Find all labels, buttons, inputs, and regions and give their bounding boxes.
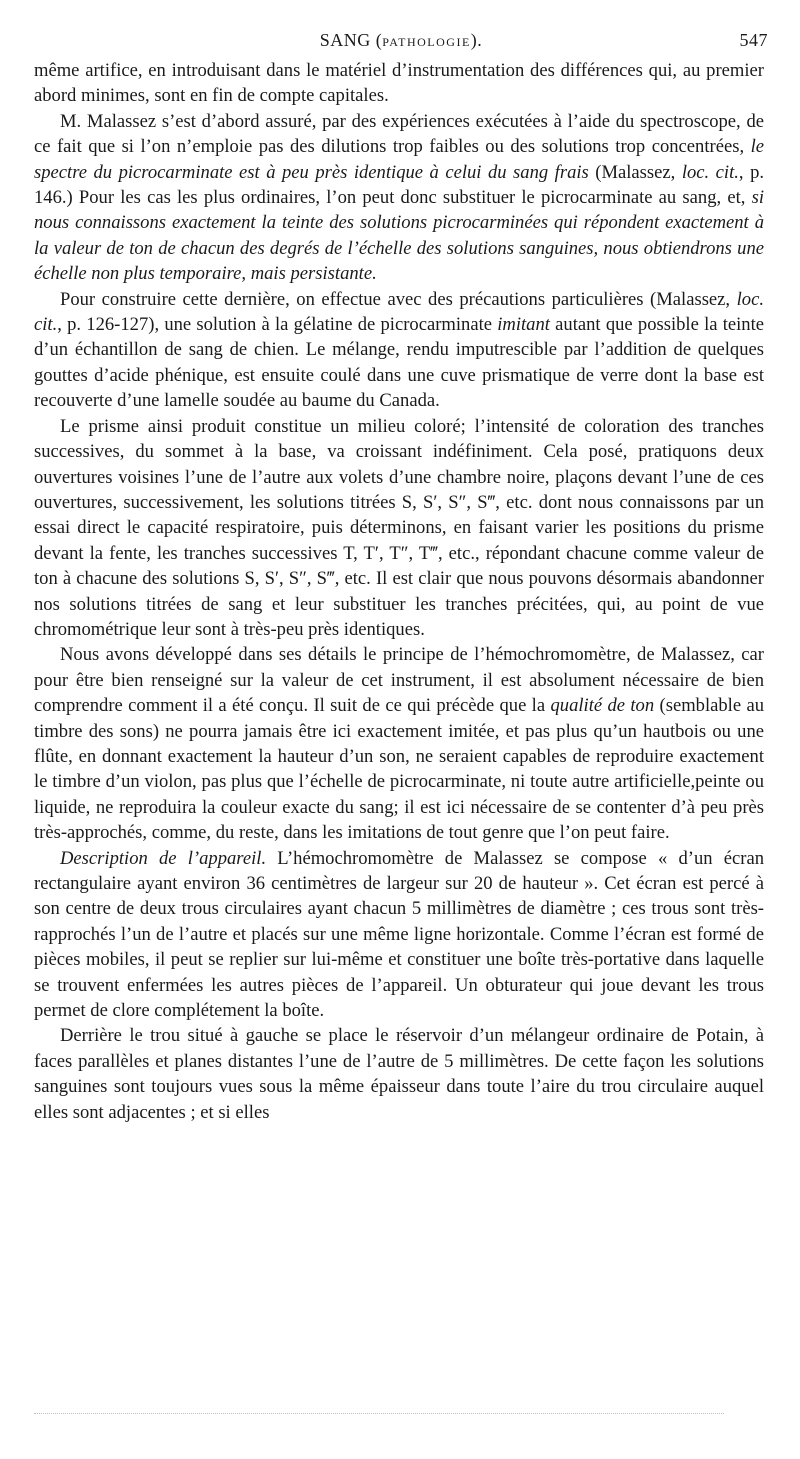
text-run: même artifice, en introduisant dans le matériel d’instrumentation des différences qui, au premier abord minimes, sont en fin de compte capitales. <box>34 60 764 107</box>
text-run: M. Malassez s’est d’abord assuré, par des expériences exécutées à l’aide du spectroscope, de ce fait que si l’on n’emploie pas des dilutions trop faibles ou des solutions trop concentrées, <box>34 110 764 158</box>
page-number: 547 <box>739 30 768 50</box>
title-main: SANG ( <box>319 30 383 50</box>
text-run: , p. 126-127), une solution à la gélatine de picrocarminate <box>57 314 498 336</box>
italic-run: si nous connaissons exactement la teinte des solutions picrocarminées qui répondent exactement à la valeur de ton de chacun des degrés de l’échelle des solutions sanguines, nous obtiendrons une échelle non plus temporaire, mais persistante. <box>34 187 764 285</box>
paragraph <box>34 287 764 414</box>
text-run: , p. 146.) Pour les cas les plus ordinaires, l’on peut donc substituer le picrocarminate au sang, et, <box>34 161 765 209</box>
italic-run: le spectre du picrocarminate est à peu près identique à celui du sang frais <box>34 136 764 183</box>
text-run: Nous avons développé dans ses détails le principe de l’hémochromomètre, de Malassez, car pour être bien renseigné sur la valeur de cet instrument, il est absolument nécessaire de bien comprendre comment il a été conçu. Il suit de ce qui précède que la <box>34 644 764 717</box>
text-run: Derrière le trou situé à gauche se place le réservoir d’un mélangeur ordinaire de Potain, à faces parallèles et planes distantes l’une de l’autre de 5 millimètres. De cette façon les solutions sanguines sont toujours vues sous la même épaisseur dans toute l’aire du trou circulaire auquel elles sont adjacentes ; et si elles <box>34 1025 764 1123</box>
paragraph <box>34 1023 764 1125</box>
body-text <box>34 58 764 1125</box>
paragraph <box>34 846 764 1024</box>
italic-run: loc. cit. <box>681 161 739 183</box>
italic-run: Description de l’appareil. <box>60 847 267 869</box>
text-run: (semblable au timbre des sons) ne pourra jamais être ici exactement imitée, et pas plus qu’un hautbois ou une flûte, en donnant exactement la hauteur d’un son, ne seraient capables de reproduire exactement le timbre d’un violon, pas plus que l’échelle de picrocarminate, ni toute autre artificielle,peinte ou liquide, ne reproduira la couleur exacte du sang; il est ici nécessaire de se contenter d’à peu près très-approchés, comme, du reste, dans les imitations de tout genre que l’on peut faire. <box>34 695 765 844</box>
text-run: L’hémochromomètre de Malassez se compose « d’un écran rectangulaire ayant environ 36 centimètres de largeur sur 20 de hauteur ». Cet écran est percé à son centre de deux trous circulaires ayant chacun 5 millimètres de diamètre ; ces trous sont très-rapprochés l’un de l’autre et placés sur une même ligne horizontale. Comme l’écran est formé de pièces mobiles, il peut se replier sur lui-même et constituer une boîte très-portative dans laquelle se trouvent enfermées les autres pièces de l’appareil. Un obturateur qui joue devant les trous permet de clore complétement la boîte. <box>34 847 764 1022</box>
paragraph <box>34 109 764 287</box>
running-header <box>34 30 768 56</box>
paragraph <box>34 642 764 845</box>
italic-run: imitant <box>497 314 550 336</box>
page-bottom-rule <box>34 1413 724 1418</box>
title-end: ). <box>470 30 483 50</box>
text-run: autant que possible la teinte d’un échantillon de sang de chien. Le mélange, rendu imputrescible par l’addition de quelques gouttes d’acide phénique, est ensuite coulé dans une cuve prismatique de verre dont la base est recouverte d’une lamelle soudée au baume du Canada. <box>34 314 765 412</box>
text-run: Le prisme ainsi produit constitue un milieu coloré; l’intensité de coloration des tranches successives, du sommet à la base, va croissant indéfiniment. Cela posé, pratiquons deux ouvertures voisines l’une de l’autre aux volets d’une chambre noire, plaçons devant l’une de ces ouvertures, successivement, les solutions titrées S, S′, S″, S‴, etc. dont nous connaissons par un essai direct le capacité respiratoire, puis déterminons, en faisant varier les positions du prisme devant la fente, les tranches successives T, T′, T″, T‴, etc., répondant chacune comme valeur de ton à chacune des solutions S, S′, S″, S‴, etc. Il est clair que nous pouvons désormais abandonner nos solutions titrées de sang et leur substituer les tranches précitées, qui, au point de vue chromométrique leur sont à très-peu près identiques. <box>34 415 764 640</box>
paragraph <box>34 58 764 109</box>
text-run: (Malassez, <box>588 161 682 183</box>
text-run: Pour construire cette dernière, on effectue avec des précautions particulières (Malassez, <box>60 288 737 310</box>
paragraph <box>34 414 764 643</box>
title-small-caps: PATHOLOGIE <box>382 35 471 49</box>
italic-run: loc. cit. <box>34 288 764 336</box>
running-title <box>34 30 768 51</box>
italic-run: qualité de ton <box>550 695 655 717</box>
